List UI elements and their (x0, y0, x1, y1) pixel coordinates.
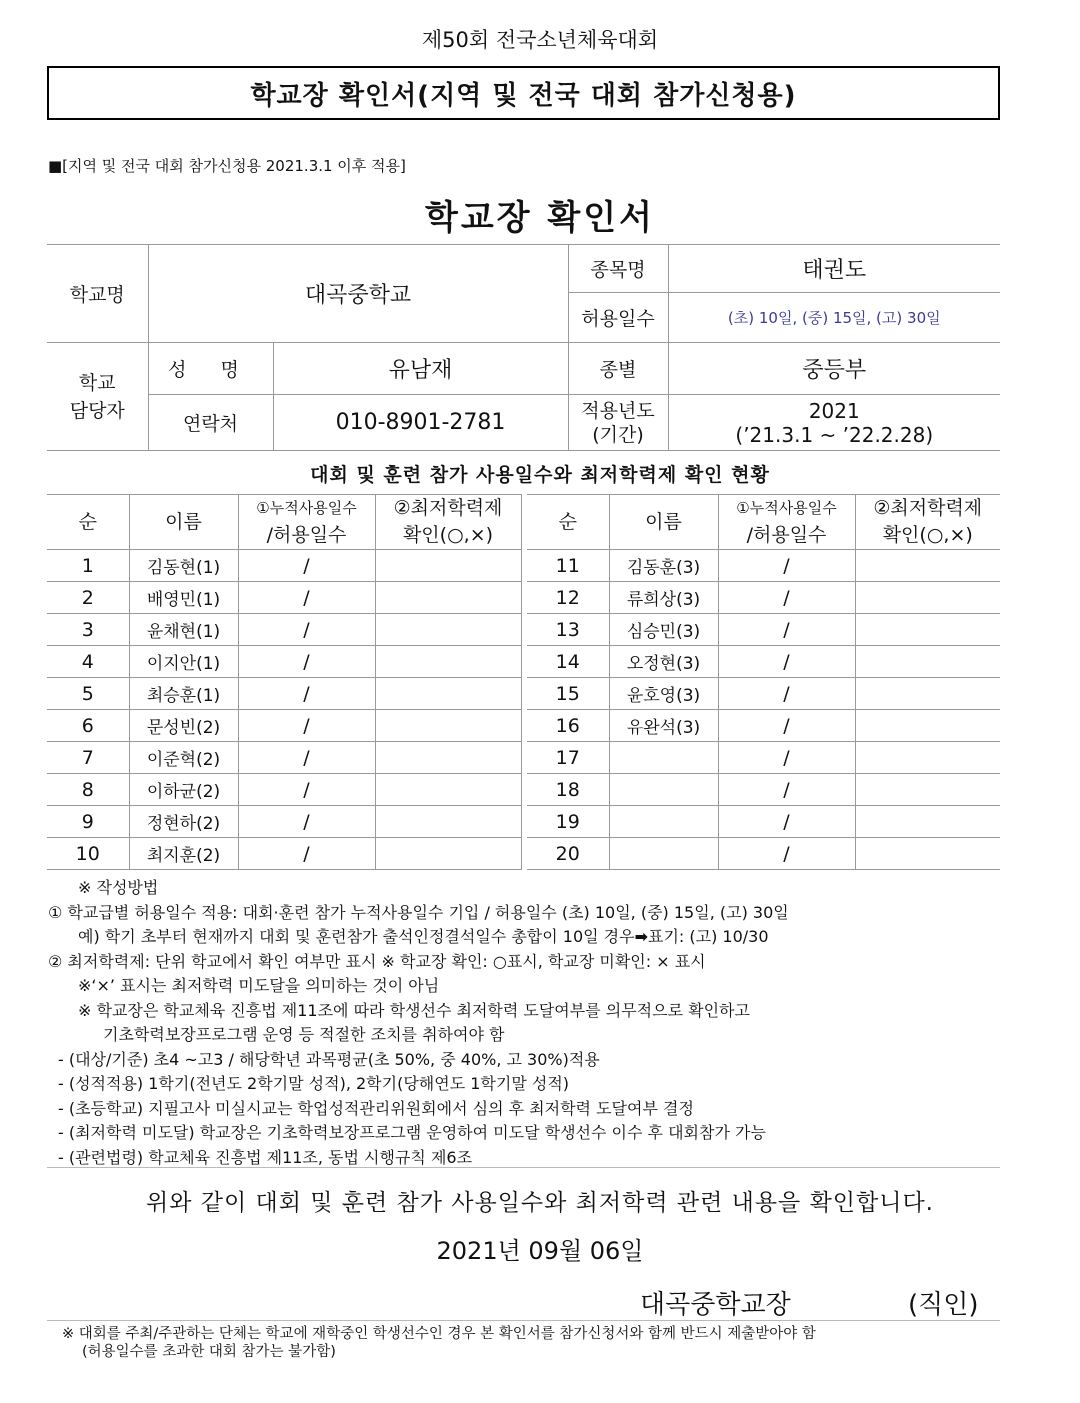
roster-title: 대회 및 훈련 참가 사용일수와 최저학력제 확인 현황 (310, 464, 770, 486)
days-cell: / (238, 550, 375, 582)
days-cell: / (238, 582, 375, 614)
days-cell: / (718, 614, 855, 646)
doc-title: 학교장 확인서 (425, 198, 655, 238)
check-cell (855, 774, 1000, 806)
roster-row (527, 774, 1000, 806)
row-number: 7 (47, 742, 129, 774)
method-line: - (관련법령) 학교체육 진흥법 제11조, 동법 시행규칙 제6조 (58, 1147, 473, 1167)
form-title-text: 학교장 확인서(지역 및 전국 대회 참가신청용) (250, 80, 797, 111)
writing-method (48, 876, 1008, 1170)
check-cell (375, 550, 521, 582)
method-line: - (성적적용) 1학기(전년도 2학기말 성적), 2학기(당해연도 1학기말 성적) (58, 1074, 570, 1093)
check-cell (855, 838, 1000, 870)
days-cell: / (238, 646, 375, 678)
student-name: 김동현(1) (129, 550, 238, 582)
row-number: 4 (47, 646, 129, 678)
days-cell: / (238, 678, 375, 710)
method-line: ※‘×’ 표시는 최저학력 미도달을 의미하는 것이 아님 (78, 976, 440, 995)
check-cell (375, 838, 521, 870)
method-text: 예) 학기 초부터 현재까지 대회 및 훈련참가 출석인정결석일수 총합이 10일 경우 (78, 927, 635, 946)
days-cell: / (238, 614, 375, 646)
period-value: (’21.3.1 ~ ’22.2.28) (735, 422, 934, 447)
roster-row (527, 678, 1000, 710)
header-days (718, 495, 855, 550)
student-name: 유완석(3) (609, 710, 718, 742)
year-cell (668, 395, 1000, 451)
sport-label: 종목명 (568, 245, 668, 293)
header-days-line1: ①누적사용일수 (736, 499, 837, 517)
method-line: ① 학교급별 허용일수 적용: 대회·훈련 참가 누적사용일수 기입 / 허용일수 (초) 10일, (중) 15일, (고) 30일 (48, 902, 789, 922)
roster-row (527, 710, 1000, 742)
contact-value: 010-8901-2781 (273, 395, 568, 451)
roster-row (47, 582, 521, 614)
row-number: 19 (527, 806, 609, 838)
student-name: 문성빈(2) (129, 710, 238, 742)
student-name: 윤채현(1) (129, 614, 238, 646)
header-no: 순 (47, 495, 129, 550)
category-value: 중등부 (668, 343, 1000, 395)
check-cell (855, 742, 1000, 774)
method-line: ※ 학교장은 학교체육 진흥법 제11조에 따라 학생선수 최저학력 도달여부를 의무적으로 확인하고 (78, 1000, 750, 1020)
check-cell (375, 646, 521, 678)
roster-row (47, 742, 521, 774)
row-number: 13 (527, 614, 609, 646)
days-cell: / (238, 742, 375, 774)
divider (47, 1320, 1000, 1321)
sport-value: 태권도 (668, 245, 1000, 293)
method-line: ② 최저학력제: 단위 학교에서 확인 여부만 표시 ※ 학교장 확인: ○표시, 학교장 미확인: × 표시 (48, 951, 706, 971)
student-name: 오정현(3) (609, 646, 718, 678)
apply-note: ■[지역 및 전국 대회 참가신청용 2021.3.1 이후 적용] (48, 157, 406, 175)
check-cell (375, 678, 521, 710)
check-cell (855, 550, 1000, 582)
check-cell (855, 582, 1000, 614)
header-name: 이름 (129, 495, 238, 550)
row-number: 20 (527, 838, 609, 870)
confirm-text: 위와 같이 대회 및 훈련 참가 사용일수와 최저학력 관련 내용을 확인합니다. (146, 1190, 934, 1216)
student-name (609, 838, 718, 870)
student-name (609, 806, 718, 838)
header-check (855, 495, 1000, 550)
check-cell (375, 582, 521, 614)
year-value: 2021 (808, 398, 860, 423)
roster-row (47, 710, 521, 742)
row-number: 1 (47, 550, 129, 582)
check-cell (855, 710, 1000, 742)
student-name: 이지안(1) (129, 646, 238, 678)
header-days (238, 495, 375, 550)
confirm-date: 2021년 09월 06일 (436, 1237, 644, 1265)
student-name: 류희상(3) (609, 582, 718, 614)
roster-row (47, 614, 521, 646)
check-cell (855, 646, 1000, 678)
roster-header-row (527, 495, 1000, 550)
days-cell: / (718, 646, 855, 678)
check-cell (855, 614, 1000, 646)
seal-mark: (직인) (908, 1290, 979, 1320)
method-line: 기초학력보장프로그램 운영 등 적절한 조치를 취하여야 함 (103, 1025, 505, 1044)
roster-row (47, 838, 521, 870)
row-number: 9 (47, 806, 129, 838)
student-name (609, 774, 718, 806)
student-name: 윤호영(3) (609, 678, 718, 710)
contact-label: 연락처 (148, 395, 273, 451)
row-number: 2 (47, 582, 129, 614)
name-label: 성 명 (148, 343, 273, 395)
row-number: 16 (527, 710, 609, 742)
student-name: 최지훈(2) (129, 838, 238, 870)
check-cell (375, 710, 521, 742)
days-cell: / (718, 774, 855, 806)
check-cell (375, 806, 521, 838)
days-cell: / (718, 678, 855, 710)
row-number: 18 (527, 774, 609, 806)
header-days-line2: /허용일수 (746, 524, 827, 546)
method-line: - (초등학교) 지필고사 미실시교는 학업성적관리위원회에서 심의 후 최저학력 도달여부 결정 (58, 1098, 694, 1118)
header-check-line2: 확인(○,×) (882, 524, 973, 546)
days-cell: / (238, 774, 375, 806)
days-cell: / (718, 710, 855, 742)
roster-row (527, 550, 1000, 582)
days-cell: / (238, 838, 375, 870)
days-cell: / (718, 742, 855, 774)
roster-row (47, 646, 521, 678)
check-cell (375, 614, 521, 646)
student-name: 배영민(1) (129, 582, 238, 614)
method-text: 표기: (고) 10/30 (648, 927, 769, 946)
header-no: 순 (527, 495, 609, 550)
footer-note-line: ※ 대회를 주최/주관하는 단체는 학교에 재학중인 학생선수인 경우 본 확인서를 참가신청서와 함께 반드시 제출받아야 함 (62, 1326, 816, 1342)
method-line (48, 925, 1008, 950)
roster-table-right (527, 494, 1000, 870)
row-number: 10 (47, 838, 129, 870)
row-number: 5 (47, 678, 129, 710)
form-title (47, 66, 1000, 120)
days-cell: / (718, 582, 855, 614)
roster-row (527, 582, 1000, 614)
staff-name: 유남재 (273, 343, 568, 395)
student-name: 김동훈(3) (609, 550, 718, 582)
roster-row (527, 806, 1000, 838)
info-table (47, 244, 1000, 451)
days-cell: / (718, 838, 855, 870)
header-check (375, 495, 521, 550)
row-number: 12 (527, 582, 609, 614)
header-days-line1: ①누적사용일수 (256, 499, 357, 517)
student-name: 이준혁(2) (129, 742, 238, 774)
roster-header-row (47, 495, 521, 550)
roster-row (527, 838, 1000, 870)
row-number: 8 (47, 774, 129, 806)
header-check-line1: ②최저학력제 (393, 497, 503, 519)
footer-note-line: (허용일수를 초과한 대회 참가는 불가함) (82, 1344, 336, 1360)
roster-row (527, 646, 1000, 678)
header-check-line2: 확인(○,×) (402, 524, 494, 546)
days-cell: / (238, 806, 375, 838)
row-number: 6 (47, 710, 129, 742)
roster-row (527, 742, 1000, 774)
method-line: - (대상/기준) 초4 ~고3 / 해당학년 과목평균(초 50%, 중 40%, 고 30%)적용 (58, 1049, 600, 1069)
category-label: 종별 (568, 343, 668, 395)
check-cell (855, 806, 1000, 838)
row-number: 3 (47, 614, 129, 646)
roster-table-left (47, 494, 522, 870)
arrow-icon: ➡ (634, 927, 649, 946)
allowed-days-value: (초) 10일, (중) 15일, (고) 30일 (668, 293, 1000, 343)
roster-row (527, 614, 1000, 646)
roster-row (47, 678, 521, 710)
roster-row (47, 550, 521, 582)
student-name: 최승훈(1) (129, 678, 238, 710)
staff-label: 학교 담당자 (47, 343, 148, 451)
school-name: 대곡중학교 (148, 245, 568, 343)
days-cell: / (238, 710, 375, 742)
event-name: 제50회 전국소년체육대회 (421, 28, 659, 52)
allowed-days-label: 허용일수 (568, 293, 668, 343)
row-number: 17 (527, 742, 609, 774)
days-cell: / (718, 550, 855, 582)
footer-note (62, 1325, 816, 1361)
method-line: - (최저학력 미도달) 학교장은 기초학력보장프로그램 운영하여 미도달 학생선수 이수 후 대회참가 가능 (58, 1123, 766, 1142)
row-number: 11 (527, 550, 609, 582)
header-check-line1: ②최저학력제 (873, 497, 983, 519)
student-name: 정현하(2) (129, 806, 238, 838)
principal-name: 대곡중학교장 (640, 1290, 791, 1320)
student-name: 이하균(2) (129, 774, 238, 806)
days-cell: / (718, 806, 855, 838)
check-cell (375, 774, 521, 806)
header-days-line2: /허용일수 (266, 524, 347, 546)
divider (47, 1167, 1000, 1168)
student-name: 심승민(3) (609, 614, 718, 646)
method-title: ※ 작성방법 (78, 878, 159, 897)
check-cell (375, 742, 521, 774)
header-name: 이름 (609, 495, 718, 550)
roster-row (47, 806, 521, 838)
year-label: 적용년도 (기간) (568, 395, 668, 451)
row-number: 14 (527, 646, 609, 678)
roster-row (47, 774, 521, 806)
row-number: 15 (527, 678, 609, 710)
school-label: 학교명 (47, 245, 148, 343)
check-cell (855, 678, 1000, 710)
student-name (609, 742, 718, 774)
